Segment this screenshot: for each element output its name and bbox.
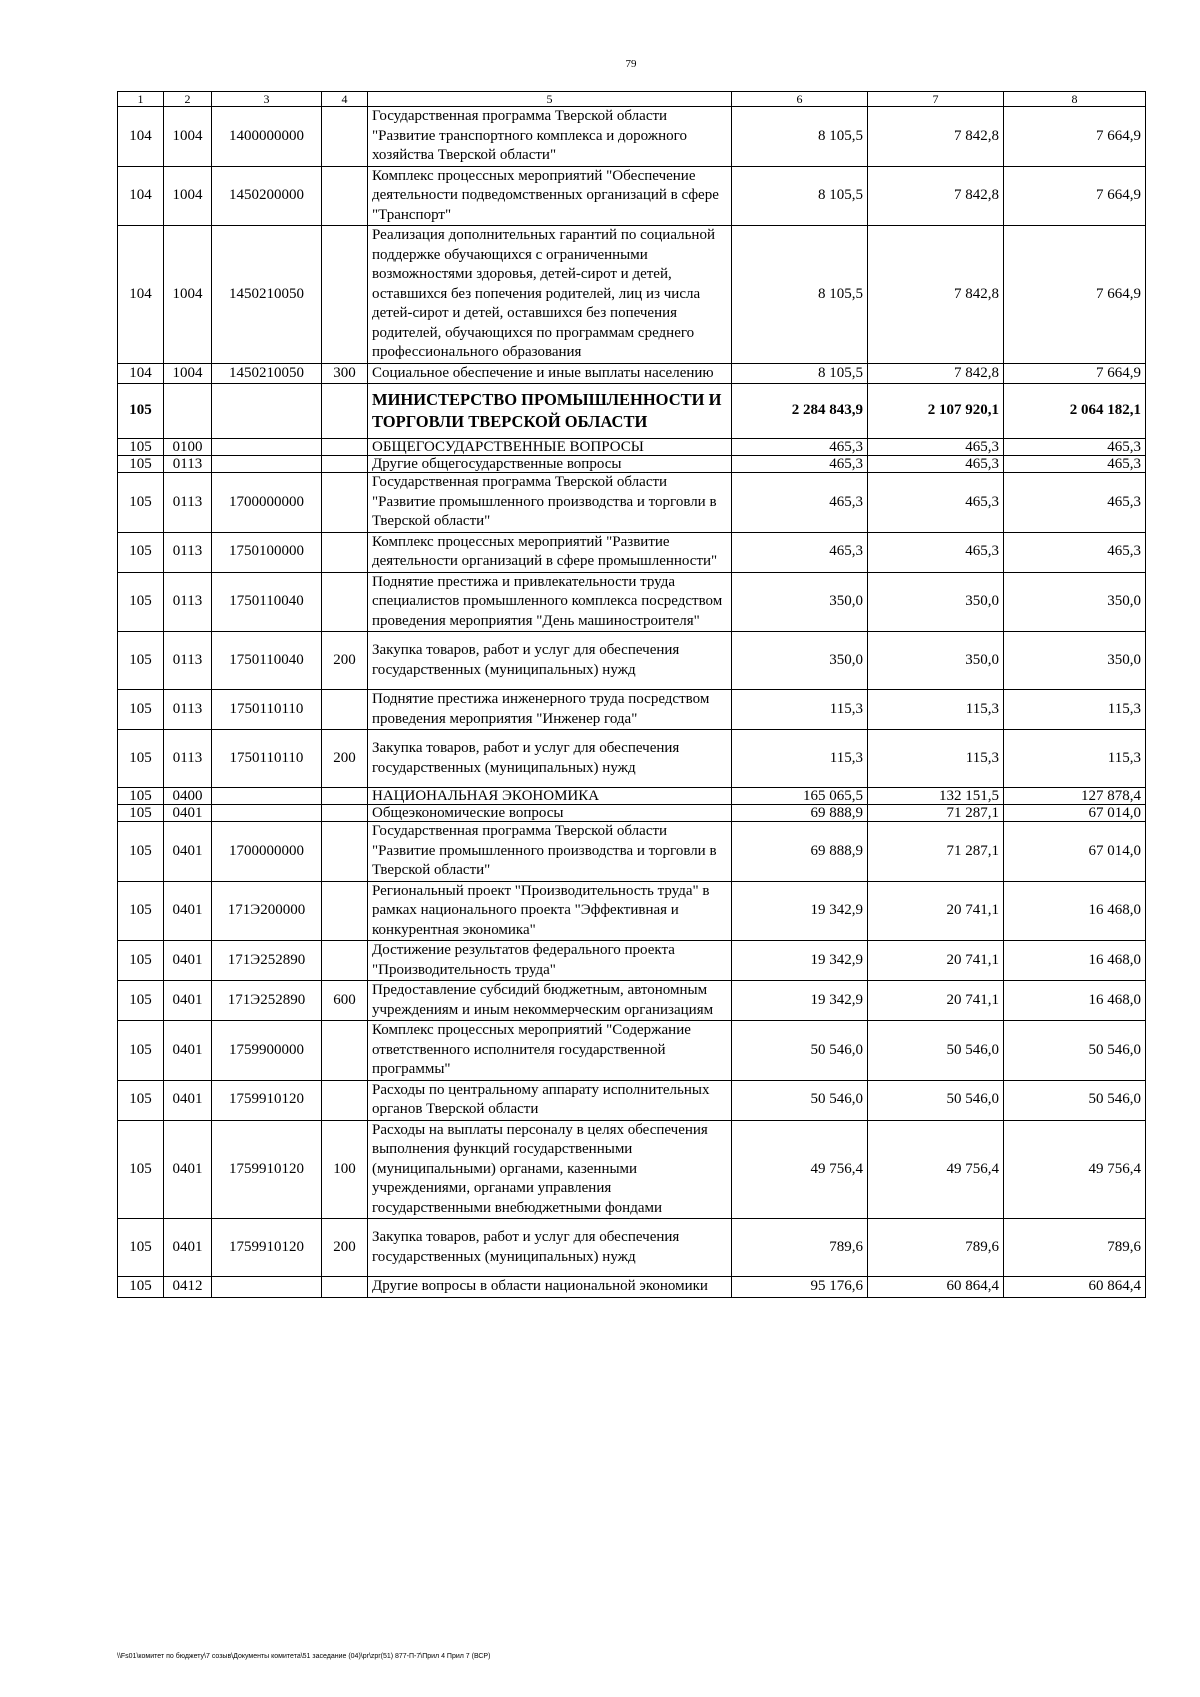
section-code-cell: 0400 — [164, 788, 212, 805]
expense-type-cell — [322, 805, 368, 822]
amount-col7-cell: 7 842,8 — [868, 107, 1004, 167]
target-article-cell — [212, 384, 322, 439]
table-body — [118, 107, 1146, 1298]
amount-col7-cell: 350,0 — [868, 572, 1004, 632]
section-code-cell: 1004 — [164, 226, 212, 364]
target-article-cell — [212, 788, 322, 805]
target-article-cell: 1750110040 — [212, 632, 322, 690]
section-code-cell: 0401 — [164, 881, 212, 941]
target-article-cell — [212, 805, 322, 822]
amount-col8-cell: 16 468,0 — [1004, 981, 1146, 1021]
item-name-cell: ОБЩЕГОСУДАРСТВЕННЫЕ ВОПРОСЫ — [368, 439, 732, 456]
amount-col7-cell: 50 546,0 — [868, 1021, 1004, 1081]
expense-type-cell: 100 — [322, 1120, 368, 1219]
expense-type-cell — [322, 941, 368, 981]
amount-col6-cell: 789,6 — [732, 1219, 868, 1277]
table-row — [118, 456, 1146, 473]
amount-col8-cell: 16 468,0 — [1004, 941, 1146, 981]
ministry-code-cell: 105 — [118, 788, 164, 805]
amount-col7-cell: 7 842,8 — [868, 166, 1004, 226]
footer-file-path: \\Fs01\комитет по бюджету\7 созыв\Документы комитета\51 заседание (04)\pr\zpr(51) 877-П-7\Прил 4 Прил 7 (ВСР) — [117, 1653, 491, 1660]
amount-col8-cell: 50 546,0 — [1004, 1080, 1146, 1120]
table-row — [118, 941, 1146, 981]
target-article-cell: 171Э200000 — [212, 881, 322, 941]
table-row — [118, 473, 1146, 533]
table-row — [118, 1080, 1146, 1120]
amount-col6-cell: 8 105,5 — [732, 226, 868, 364]
amount-col7-cell: 20 741,1 — [868, 941, 1004, 981]
ministry-code-cell: 104 — [118, 166, 164, 226]
item-name-cell: Закупка товаров, работ и услуг для обеспечения государственных (муниципальных) нужд — [368, 632, 732, 690]
expense-type-cell — [322, 1021, 368, 1081]
ministry-code-cell: 105 — [118, 439, 164, 456]
ministry-code-cell: 105 — [118, 632, 164, 690]
item-name-cell: Комплекс процессных мероприятий "Содержание ответственного исполнителя государственной программы" — [368, 1021, 732, 1081]
item-name-cell: Закупка товаров, работ и услуг для обеспечения государственных (муниципальных) нужд — [368, 1219, 732, 1277]
target-article-cell: 171Э252890 — [212, 941, 322, 981]
item-name-cell: Реализация дополнительных гарантий по социальной поддержке обучающихся с ограниченными возможностями здоровья, детей-сирот и детей, оставшихся без попечения родителей, лиц из числа детей-сирот и детей, оставшихся без попечения родителей, обучающихся по программам среднего профессионального образования — [368, 226, 732, 364]
column-header: 1 — [118, 92, 164, 107]
column-header: 4 — [322, 92, 368, 107]
target-article-cell: 1759900000 — [212, 1021, 322, 1081]
target-article-cell — [212, 1277, 322, 1298]
amount-col6-cell: 19 342,9 — [732, 941, 868, 981]
table-row — [118, 1021, 1146, 1081]
expense-type-cell: 600 — [322, 981, 368, 1021]
ministry-code-cell: 105 — [118, 822, 164, 882]
section-code-cell: 0401 — [164, 1080, 212, 1120]
column-header: 6 — [732, 92, 868, 107]
amount-col7-cell: 20 741,1 — [868, 981, 1004, 1021]
target-article-cell: 1700000000 — [212, 822, 322, 882]
amount-col8-cell: 7 664,9 — [1004, 166, 1146, 226]
item-name-cell: Государственная программа Тверской области "Развитие промышленного производства и торговли в Тверской области" — [368, 473, 732, 533]
amount-col7-cell: 20 741,1 — [868, 881, 1004, 941]
table-row — [118, 166, 1146, 226]
amount-col7-cell: 115,3 — [868, 730, 1004, 788]
item-name-cell: Государственная программа Тверской области "Развитие промышленного производства и торговли в Тверской области" — [368, 822, 732, 882]
amount-col6-cell: 19 342,9 — [732, 881, 868, 941]
amount-col7-cell: 49 756,4 — [868, 1120, 1004, 1219]
target-article-cell: 1750110110 — [212, 690, 322, 730]
amount-col6-cell: 115,3 — [732, 690, 868, 730]
amount-col7-cell: 465,3 — [868, 532, 1004, 572]
ministry-code-cell: 105 — [118, 730, 164, 788]
ministry-code-cell: 105 — [118, 532, 164, 572]
amount-col6-cell: 19 342,9 — [732, 981, 868, 1021]
amount-col6-cell: 8 105,5 — [732, 363, 868, 384]
table-row — [118, 439, 1146, 456]
table-row — [118, 107, 1146, 167]
section-code-cell: 0401 — [164, 805, 212, 822]
amount-col8-cell: 49 756,4 — [1004, 1120, 1146, 1219]
ministry-code-cell: 104 — [118, 107, 164, 167]
amount-col8-cell: 50 546,0 — [1004, 1021, 1146, 1081]
amount-col7-cell: 115,3 — [868, 690, 1004, 730]
item-name-cell: Достижение результатов федерального проекта "Производительность труда" — [368, 941, 732, 981]
amount-col6-cell: 465,3 — [732, 532, 868, 572]
target-article-cell: 1450200000 — [212, 166, 322, 226]
column-number-row — [118, 92, 1146, 107]
item-name-cell: Региональный проект "Производительность труда" в рамках национального проекта "Эффективная и конкурентная экономика" — [368, 881, 732, 941]
amount-col8-cell: 465,3 — [1004, 473, 1146, 533]
amount-col6-cell: 8 105,5 — [732, 107, 868, 167]
ministry-code-cell: 105 — [118, 981, 164, 1021]
amount-col6-cell: 50 546,0 — [732, 1080, 868, 1120]
page-number: 79 — [625, 58, 637, 70]
table-row — [118, 690, 1146, 730]
section-code-cell: 0113 — [164, 632, 212, 690]
column-header: 8 — [1004, 92, 1146, 107]
expense-type-cell — [322, 788, 368, 805]
expense-type-cell — [322, 572, 368, 632]
section-code-cell: 0401 — [164, 1021, 212, 1081]
expense-type-cell — [322, 690, 368, 730]
expense-type-cell — [322, 822, 368, 882]
item-name-cell: Другие вопросы в области национальной экономики — [368, 1277, 732, 1298]
target-article-cell: 1750110110 — [212, 730, 322, 788]
amount-col6-cell: 50 546,0 — [732, 1021, 868, 1081]
amount-col6-cell: 465,3 — [732, 439, 868, 456]
expense-type-cell — [322, 384, 368, 439]
column-header: 7 — [868, 92, 1004, 107]
table-row — [118, 572, 1146, 632]
section-code-cell: 0412 — [164, 1277, 212, 1298]
target-article-cell: 1700000000 — [212, 473, 322, 533]
target-article-cell: 1759910120 — [212, 1080, 322, 1120]
section-code-cell: 1004 — [164, 166, 212, 226]
item-name-cell: Поднятие престижа инженерного труда посредством проведения мероприятия "Инженер года" — [368, 690, 732, 730]
expense-type-cell — [322, 439, 368, 456]
section-code-cell: 0401 — [164, 822, 212, 882]
item-name-cell: Предоставление субсидий бюджетным, автономным учреждениям и иным некоммерческим организациям — [368, 981, 732, 1021]
item-name-cell: Общеэкономические вопросы — [368, 805, 732, 822]
table-row — [118, 730, 1146, 788]
target-article-cell: 1759910120 — [212, 1219, 322, 1277]
amount-col7-cell: 7 842,8 — [868, 363, 1004, 384]
target-article-cell: 171Э252890 — [212, 981, 322, 1021]
item-name-cell: Государственная программа Тверской области "Развитие транспортного комплекса и дорожного хозяйства Тверской области" — [368, 107, 732, 167]
expense-type-cell — [322, 473, 368, 533]
table-row — [118, 881, 1146, 941]
table-row — [118, 805, 1146, 822]
table-row — [118, 1219, 1146, 1277]
expense-type-cell — [322, 226, 368, 364]
amount-col7-cell: 132 151,5 — [868, 788, 1004, 805]
amount-col7-cell: 50 546,0 — [868, 1080, 1004, 1120]
ministry-code-cell: 105 — [118, 805, 164, 822]
column-header: 2 — [164, 92, 212, 107]
amount-col8-cell: 2 064 182,1 — [1004, 384, 1146, 439]
table-row — [118, 363, 1146, 384]
expense-type-cell — [322, 1277, 368, 1298]
target-article-cell: 1750110040 — [212, 572, 322, 632]
section-code-cell: 0401 — [164, 941, 212, 981]
amount-col6-cell: 49 756,4 — [732, 1120, 868, 1219]
amount-col8-cell: 67 014,0 — [1004, 805, 1146, 822]
ministry-code-cell: 105 — [118, 473, 164, 533]
target-article-cell: 1400000000 — [212, 107, 322, 167]
expense-type-cell — [322, 1080, 368, 1120]
item-name-cell: Социальное обеспечение и иные выплаты населению — [368, 363, 732, 384]
amount-col7-cell: 2 107 920,1 — [868, 384, 1004, 439]
section-code-cell: 0113 — [164, 456, 212, 473]
amount-col8-cell: 789,6 — [1004, 1219, 1146, 1277]
ministry-code-cell: 104 — [118, 363, 164, 384]
table-row — [118, 1277, 1146, 1298]
expense-type-cell — [322, 166, 368, 226]
section-code-cell: 0113 — [164, 532, 212, 572]
amount-col6-cell: 350,0 — [732, 572, 868, 632]
budget-table — [117, 91, 1146, 1298]
ministry-code-cell: 105 — [118, 690, 164, 730]
item-name-cell: Другие общегосударственные вопросы — [368, 456, 732, 473]
amount-col7-cell: 60 864,4 — [868, 1277, 1004, 1298]
table-row — [118, 632, 1146, 690]
item-name-cell: Расходы по центральному аппарату исполнительных органов Тверской области — [368, 1080, 732, 1120]
expense-type-cell — [322, 532, 368, 572]
table-row — [118, 822, 1146, 882]
ministry-code-cell: 104 — [118, 226, 164, 364]
amount-col6-cell: 465,3 — [732, 456, 868, 473]
section-code-cell: 0113 — [164, 572, 212, 632]
amount-col8-cell: 465,3 — [1004, 456, 1146, 473]
amount-col8-cell: 16 468,0 — [1004, 881, 1146, 941]
amount-col8-cell: 465,3 — [1004, 532, 1146, 572]
ministry-code-cell: 105 — [118, 1021, 164, 1081]
target-article-cell: 1450210050 — [212, 363, 322, 384]
amount-col8-cell: 60 864,4 — [1004, 1277, 1146, 1298]
item-name-cell: Расходы на выплаты персоналу в целях обеспечения выполнения функций государственными (муниципальными) органами, казенными учреждениями, органами управления государственными внебюджетными фондами — [368, 1120, 732, 1219]
section-code-cell: 1004 — [164, 107, 212, 167]
ministry-code-cell: 105 — [118, 384, 164, 439]
item-name-cell: Закупка товаров, работ и услуг для обеспечения государственных (муниципальных) нужд — [368, 730, 732, 788]
section-code-cell: 0113 — [164, 473, 212, 533]
amount-col7-cell: 465,3 — [868, 456, 1004, 473]
amount-col8-cell: 67 014,0 — [1004, 822, 1146, 882]
column-header: 3 — [212, 92, 322, 107]
amount-col8-cell: 7 664,9 — [1004, 226, 1146, 364]
target-article-cell — [212, 456, 322, 473]
section-code-cell: 0113 — [164, 730, 212, 788]
item-name-cell: МИНИСТЕРСТВО ПРОМЫШЛЕННОСТИ И ТОРГОВЛИ ТВЕРСКОЙ ОБЛАСТИ — [368, 384, 732, 439]
item-name-cell: Комплекс процессных мероприятий "Обеспечение деятельности подведомственных организаций в сфере "Транспорт" — [368, 166, 732, 226]
amount-col7-cell: 465,3 — [868, 473, 1004, 533]
amount-col6-cell: 465,3 — [732, 473, 868, 533]
section-code-cell: 0113 — [164, 690, 212, 730]
section-code-cell: 0401 — [164, 1120, 212, 1219]
section-code-cell: 0401 — [164, 981, 212, 1021]
amount-col8-cell: 127 878,4 — [1004, 788, 1146, 805]
item-name-cell: НАЦИОНАЛЬНАЯ ЭКОНОМИКА — [368, 788, 732, 805]
section-code-cell — [164, 384, 212, 439]
item-name-cell: Поднятие престижа и привлекательности труда специалистов промышленного комплекса посредством проведения мероприятия "День машиностроителя" — [368, 572, 732, 632]
ministry-code-cell: 105 — [118, 572, 164, 632]
amount-col6-cell: 350,0 — [732, 632, 868, 690]
amount-col8-cell: 350,0 — [1004, 632, 1146, 690]
table-row — [118, 384, 1146, 439]
ministry-code-cell: 105 — [118, 941, 164, 981]
amount-col6-cell: 95 176,6 — [732, 1277, 868, 1298]
table-row — [118, 1120, 1146, 1219]
amount-col7-cell: 789,6 — [868, 1219, 1004, 1277]
table-row — [118, 788, 1146, 805]
section-code-cell: 0401 — [164, 1219, 212, 1277]
target-article-cell: 1750100000 — [212, 532, 322, 572]
amount-col8-cell: 7 664,9 — [1004, 363, 1146, 384]
section-code-cell: 0100 — [164, 439, 212, 456]
expense-type-cell: 200 — [322, 730, 368, 788]
amount-col6-cell: 69 888,9 — [732, 805, 868, 822]
target-article-cell — [212, 439, 322, 456]
expense-type-cell: 300 — [322, 363, 368, 384]
expense-type-cell — [322, 107, 368, 167]
ministry-code-cell: 105 — [118, 1120, 164, 1219]
amount-col6-cell: 115,3 — [732, 730, 868, 788]
target-article-cell: 1450210050 — [212, 226, 322, 364]
amount-col6-cell: 165 065,5 — [732, 788, 868, 805]
amount-col7-cell: 465,3 — [868, 439, 1004, 456]
amount-col8-cell: 7 664,9 — [1004, 107, 1146, 167]
expense-type-cell — [322, 881, 368, 941]
expense-type-cell: 200 — [322, 1219, 368, 1277]
table-row — [118, 981, 1146, 1021]
ministry-code-cell: 105 — [118, 456, 164, 473]
section-code-cell: 1004 — [164, 363, 212, 384]
column-header: 5 — [368, 92, 732, 107]
ministry-code-cell: 105 — [118, 1219, 164, 1277]
ministry-code-cell: 105 — [118, 881, 164, 941]
amount-col8-cell: 465,3 — [1004, 439, 1146, 456]
amount-col8-cell: 350,0 — [1004, 572, 1146, 632]
amount-col8-cell: 115,3 — [1004, 690, 1146, 730]
expense-type-cell: 200 — [322, 632, 368, 690]
amount-col7-cell: 71 287,1 — [868, 822, 1004, 882]
ministry-code-cell: 105 — [118, 1080, 164, 1120]
target-article-cell: 1759910120 — [212, 1120, 322, 1219]
amount-col7-cell: 71 287,1 — [868, 805, 1004, 822]
amount-col6-cell: 8 105,5 — [732, 166, 868, 226]
expense-type-cell — [322, 456, 368, 473]
amount-col7-cell: 350,0 — [868, 632, 1004, 690]
amount-col8-cell: 115,3 — [1004, 730, 1146, 788]
table-row — [118, 226, 1146, 364]
table-row — [118, 532, 1146, 572]
amount-col6-cell: 69 888,9 — [732, 822, 868, 882]
ministry-code-cell: 105 — [118, 1277, 164, 1298]
amount-col7-cell: 7 842,8 — [868, 226, 1004, 364]
item-name-cell: Комплекс процессных мероприятий "Развитие деятельности организаций в сфере промышленности" — [368, 532, 732, 572]
amount-col6-cell: 2 284 843,9 — [732, 384, 868, 439]
